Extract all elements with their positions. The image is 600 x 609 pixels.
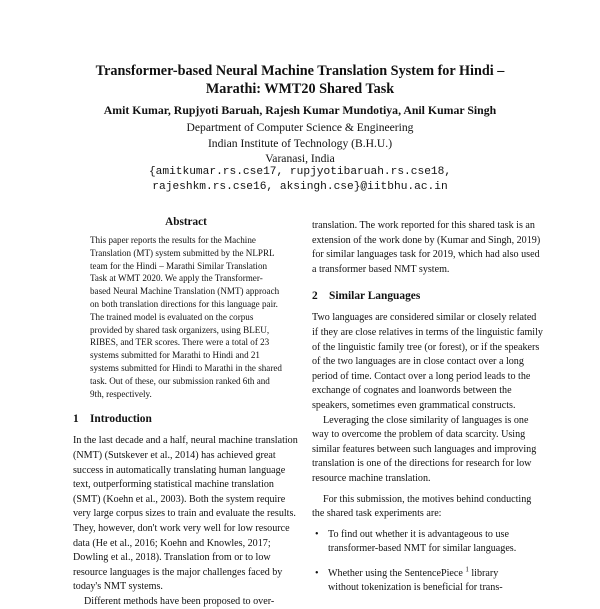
introduction-paragraph-1: In the last decade and a half, neural machine translation (NMT) (Sutskever et al., 2014) has achieved great success in automatically translating human language text, outperforming statistical machine translation (SMT) (Koehn et al., 2003). Both the system require very large corpus sizes to train and evaluate the results. They, however, don't work very well for low resource data (He et al., 2016; Koehn and Knowles, 2017; Dowling et al., 2018). Translation from or to low resource languages is the major challenges faced by today's NMT systems.: [73, 435, 298, 593]
author-list: Amit Kumar, Rupjyoti Baruah, Rajesh Kumar Mundotiya, Anil Kumar Singh: [103, 103, 497, 117]
bullet-icon: •: [315, 567, 319, 579]
left-column: [73, 216, 299, 609]
author-emails: [40, 165, 560, 195]
footnote-marker[interactable]: 1: [465, 565, 469, 574]
similar-languages-paragraph-3: For this submission, the motives behind conducting the shared task experiments are:: [312, 493, 532, 520]
introduction-paragraph-2: Different methods have been proposed to over-: [84, 595, 275, 607]
abstract-heading: Abstract: [165, 216, 207, 228]
list-item: [312, 567, 544, 596]
bullet-icon: •: [315, 528, 319, 540]
similar-languages-paragraph-1: Two languages are considered similar or closely related if they are close relatives in terms of the linguistic family of the linguistic family tree (or forest), or if the speakers of the two languages are in close contact over a long period of time. Contact over a long period leads to the exchange of cognates and loanwords between the speakers, sometimes even grammatical constructs.: [312, 312, 543, 411]
right-column: [312, 219, 544, 596]
section-number: 2: [312, 290, 318, 303]
list-item-text-continued: without tokenization is beneficial for trans-: [328, 582, 503, 594]
affiliation-department: Department of Computer Science & Engineering: [186, 121, 414, 134]
title-line-1: Transformer-based Neural Machine Translation System for Hindi –: [95, 63, 505, 79]
list-item-text: To find out whether it is advantageous to use transformer-based NMT for similar languages.: [328, 528, 517, 555]
introduction-heading: [73, 412, 299, 426]
email-line-1: {amitkumar.rs.cse17, rupjyotibaruah.rs.cse18,: [148, 166, 452, 178]
similar-languages-paragraph-2: Leveraging the close similarity of languages is one way to overcome the problem of data scarcity. Using similar features between such languages and improving translation is one of the directions for research for low resource machine translation.: [312, 414, 537, 484]
affiliation-city: Varanasi, India: [265, 152, 335, 166]
section-title: Similar Languages: [329, 290, 421, 303]
section-title: Introduction: [90, 413, 152, 426]
affiliation-institute: Indian Institute of Technology (B.H.U.): [207, 136, 393, 150]
list-item-text: library: [471, 567, 499, 579]
similar-languages-heading: [312, 289, 544, 303]
section-number: 1: [73, 413, 79, 426]
affiliation: [40, 120, 560, 167]
continuation-paragraph: translation. The work reported for this shared task is an extension of the work done by (Kumar and Singh, 2019) for similar languages task for 2019, which had also used a transformer based NMT system.: [312, 220, 541, 275]
title-line-2: Marathi: WMT20 Shared Task: [205, 81, 395, 97]
email-line-2: rajeshkm.rs.cse16, aksingh.cse}@iitbhu.ac.in: [152, 181, 448, 194]
paper-title: [60, 62, 540, 98]
abstract-text: This paper reports the results for the Machine Translation (MT) system submitted by the NLPRL team for the Hindi – Marathi Similar Translation Task at WMT 2020. We apply the Transformer-based Neural Machine Translation (NMT) approach on both translation directions for this language pair. The trained model is evaluated on the corpus provided by shared task organizers, using BLEU, RIBES, and TER scores. There were a total of 23 systems submitted for Marathi to Hindi and 21 systems submitted for Hindi to Marathi in the shared task. Out of these, our submission ranked 6th and 9th, respectively.: [90, 235, 282, 399]
list-item-text: Whether using the SentencePiece: [328, 567, 463, 579]
motives-list: [312, 528, 544, 596]
list-item: [312, 528, 544, 557]
